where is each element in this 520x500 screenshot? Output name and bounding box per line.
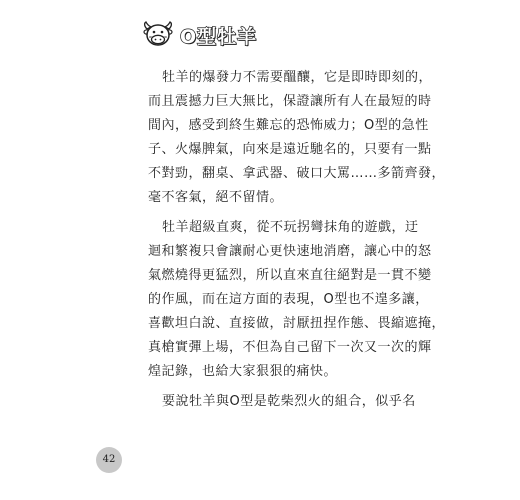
text-line: 間內，感受到終生難忘的恐怖威力；O型的急性 xyxy=(148,118,429,133)
text-line: 而且震撼力巨大無比，保證讓所有人在最短的時 xyxy=(148,94,432,109)
section-title: O型牡羊 xyxy=(180,25,258,48)
text-line: 子、火爆脾氣，向來是遠近馳名的，只要有一點 xyxy=(148,142,432,157)
text-line: 氣燃燒得更猛烈，所以直來直往絕對是一貫不變 xyxy=(148,268,432,283)
text-line: 真槍實彈上場，不但為自己留下一次又一次的輝 xyxy=(148,340,432,355)
paragraph xyxy=(148,216,446,384)
text-line: 牡羊超級直爽，從不玩拐彎抹角的遊戲，迂 xyxy=(162,220,419,235)
bull-mascot-icon xyxy=(142,20,174,50)
text-line: 要說牡羊與O型是乾柴烈火的組合，似乎名 xyxy=(162,394,416,409)
text-line: 牡羊的爆發力不需要醞釀，它是即時即刻的， xyxy=(162,70,433,85)
paragraph xyxy=(148,66,446,210)
page-number: 42 xyxy=(96,447,122,473)
text-line: 的作風，而在這方面的表現，O型也不遑多讓， xyxy=(148,292,429,307)
text-line: 毫不客氣，絕不留情。 xyxy=(148,190,284,205)
body-text xyxy=(148,66,446,420)
text-line: 喜歡坦白說、直接做，討厭扭捏作態、畏縮遮掩， xyxy=(148,316,446,331)
paragraph xyxy=(148,390,416,414)
text-line: 煌記錄，也給大家狠狠的痛快。 xyxy=(148,364,338,379)
text-line: 不對勁，翻桌、拿武器、破口大罵……多箭齊發， xyxy=(148,166,446,181)
text-line: 迴和繁複只會讓耐心更快速地消磨，讓心中的怒 xyxy=(148,244,432,259)
section-header xyxy=(142,18,257,52)
